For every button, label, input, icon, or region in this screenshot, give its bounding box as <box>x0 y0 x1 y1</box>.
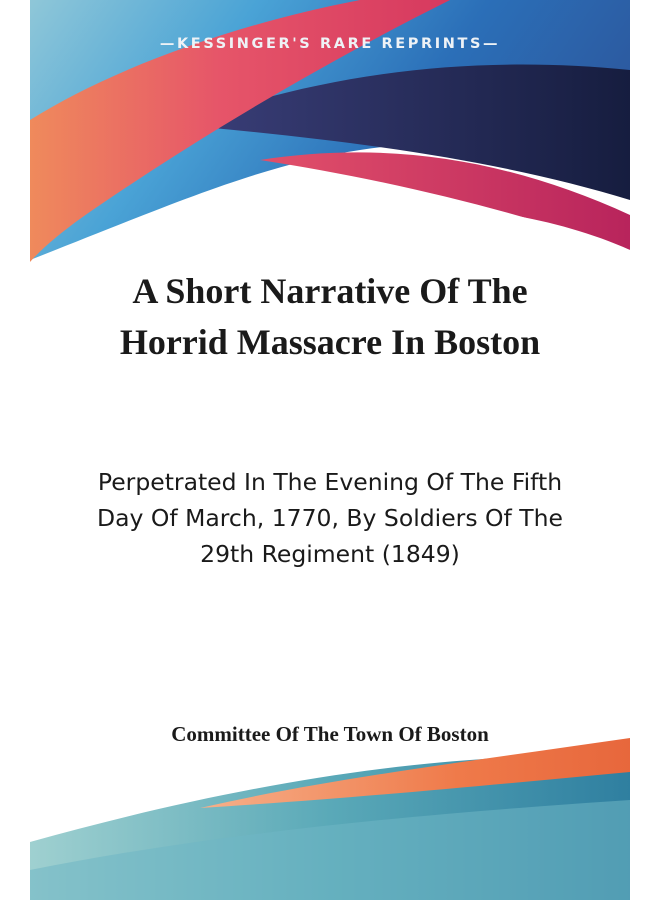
cover-decorative-waves <box>30 0 630 900</box>
book-author: Committee Of The Town Of Boston <box>171 722 489 746</box>
left-margin <box>0 0 30 900</box>
book-cover <box>30 0 630 900</box>
right-margin <box>630 0 660 900</box>
book-title: A Short Narrative Of The Horrid Massacre In Boston <box>119 271 541 362</box>
publisher-banner: —KESSINGER'S RARE REPRINTS— <box>159 36 501 52</box>
book-subtitle: Perpetrated In The Evening Of The Fifth Day Of March, 1770, By Soldiers Of The 29th Regiment (1849) <box>97 468 563 568</box>
